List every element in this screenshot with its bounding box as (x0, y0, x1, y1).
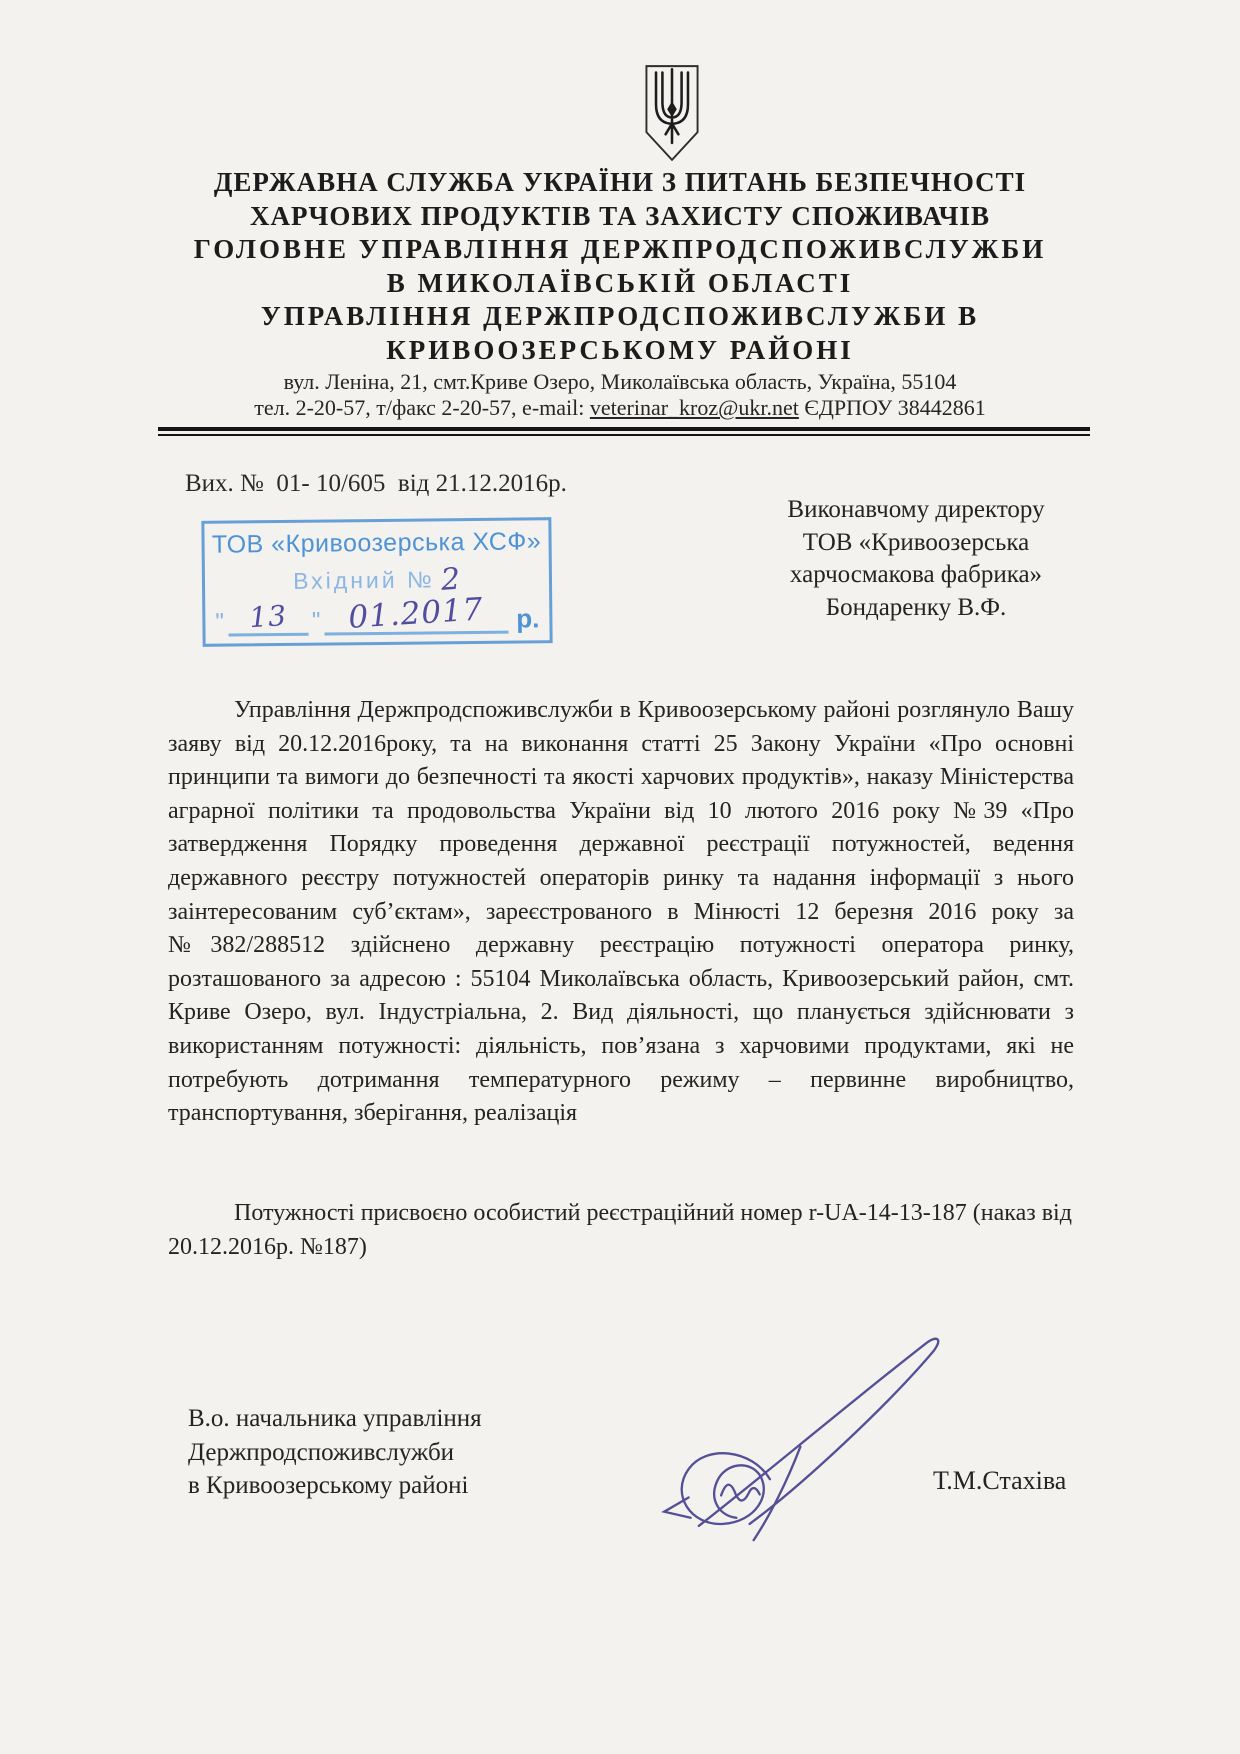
edrpou-code: ЄДРПОУ 38442861 (798, 395, 986, 420)
stamp-incoming-label: Вхідний № (293, 566, 435, 594)
org-name-line-6: КРИВООЗЕРСЬКОМУ РАЙОНІ (386, 334, 854, 365)
signature-ink-graphic (650, 1326, 965, 1546)
stamp-year-suffix: р. (516, 603, 540, 634)
stamp-open-quote: " (215, 608, 225, 636)
stamp-monthyear-handwritten: 01.2017 (347, 591, 485, 636)
org-name-line-1: ДЕРЖАВНА СЛУЖБА УКРАЇНИ З ПИТАНЬ БЕЗПЕЧНОСТІ (213, 167, 1027, 197)
signer-title-line-2: Держпродспоживслужби (188, 1438, 455, 1466)
stamp-day-handwritten: 13 (248, 598, 288, 635)
org-name-line-3: ГОЛОВНЕ УПРАВЛІННЯ ДЕРЖПРОДСПОЖИВСЛУЖБИ (193, 234, 1047, 264)
recipient-title: Виконавчому директору (787, 496, 1045, 523)
letterhead-divider-rule (158, 427, 1090, 436)
letterhead (0, 166, 1240, 367)
recipient-person: Бондаренку В.Ф. (825, 593, 1007, 621)
recipient-org-line-1: ТОВ «Кривоозерська (802, 528, 1030, 556)
email-text: veterinar_kroz@ukr.net (589, 395, 799, 420)
signer-title-line-1: В.о. начальника управління (188, 1405, 482, 1432)
org-name-line-5: УПРАВЛІННЯ ДЕРЖПРОДСПОЖИВСЛУЖБИ В (260, 301, 980, 331)
signer-name: Т.М.Стахіва (933, 1466, 1067, 1495)
stamp-incoming-row (205, 559, 549, 598)
outgoing-reference-line: Вих. № 01- 10/605 від 21.12.2016р. (185, 470, 567, 497)
tryzub-shield-graphic (644, 64, 700, 162)
signer-title-line-3: в Кривоозерському районі (188, 1472, 469, 1499)
stamp-monthyear-field (324, 591, 508, 636)
stamp-incoming-number-handwritten: 2 (439, 561, 462, 598)
incoming-stamp (201, 517, 552, 647)
signer-title-block (188, 1402, 482, 1503)
postal-address-line: вул. Леніна, 21, смт.Криве Озеро, Миколаївська область, Україна, 55104 (283, 369, 957, 394)
contact-phone-fax: тел. 2-20-57, т/факс 2-20-57, e-mail: (254, 395, 590, 420)
stamp-org-name: ТОВ «Кривоозерська ХСФ» (211, 527, 542, 559)
recipient-block (760, 494, 1072, 624)
body-paragraph-registration: Управління Держпродспоживслужби в Кривоозерському районі розглянуло Вашу заяву від 20.12.2016року, та на виконання статті 25 Закону України «Про основні принципи та вимоги до безпечності та якості харчових продуктів», наказу Міністерства аграрної політики та продовольства України від 10 лютого 2016 року №39 «Про затвердження Порядку проведення державної реєстрації потужностей, ведення державного реєстру потужностей операторів ринку та надання інформації з нього заінтересованим суб’єктам», зареєстрованого в Мінюсті 12 березня 2016 року за №382/288512 здійснено державну реєстрацію потужності оператора ринку, розташованого за адресою : 55104 Миколаївська область, Кривоозерський район, смт. Криве Озеро, вул. Індустріальна, 2. Вид діяльності, що планується здійснювати з використанням потужності: діяльність, пов’язана з харчовими продуктами, які не потребують дотримання температурного режиму – первинне виробництво, транспортування, зберігання, реалізація (168, 697, 1074, 1127)
org-name-line-4: В МИКОЛАЇВСЬКІЙ ОБЛАСТІ (386, 267, 854, 298)
stamp-date-row (205, 591, 549, 637)
stamp-day-field (228, 600, 308, 637)
stamp-close-quote: " (311, 607, 321, 635)
handwritten-signature (650, 1326, 965, 1546)
contact-line (0, 395, 1240, 421)
org-name-line-2: ХАРЧОВИХ ПРОДУКТІВ ТА ЗАХИСТУ СПОЖИВАЧІВ (250, 200, 990, 231)
body-paragraph-reg-number: Потужності присвоєно особистий реєстраційний номер r-UA-14-13-187 (наказ від 20.12.2016р. №187) (168, 1200, 1072, 1260)
recipient-org-line-2: харчосмакова фабрика» (789, 561, 1043, 588)
tryzub-emblem-icon (644, 64, 700, 162)
